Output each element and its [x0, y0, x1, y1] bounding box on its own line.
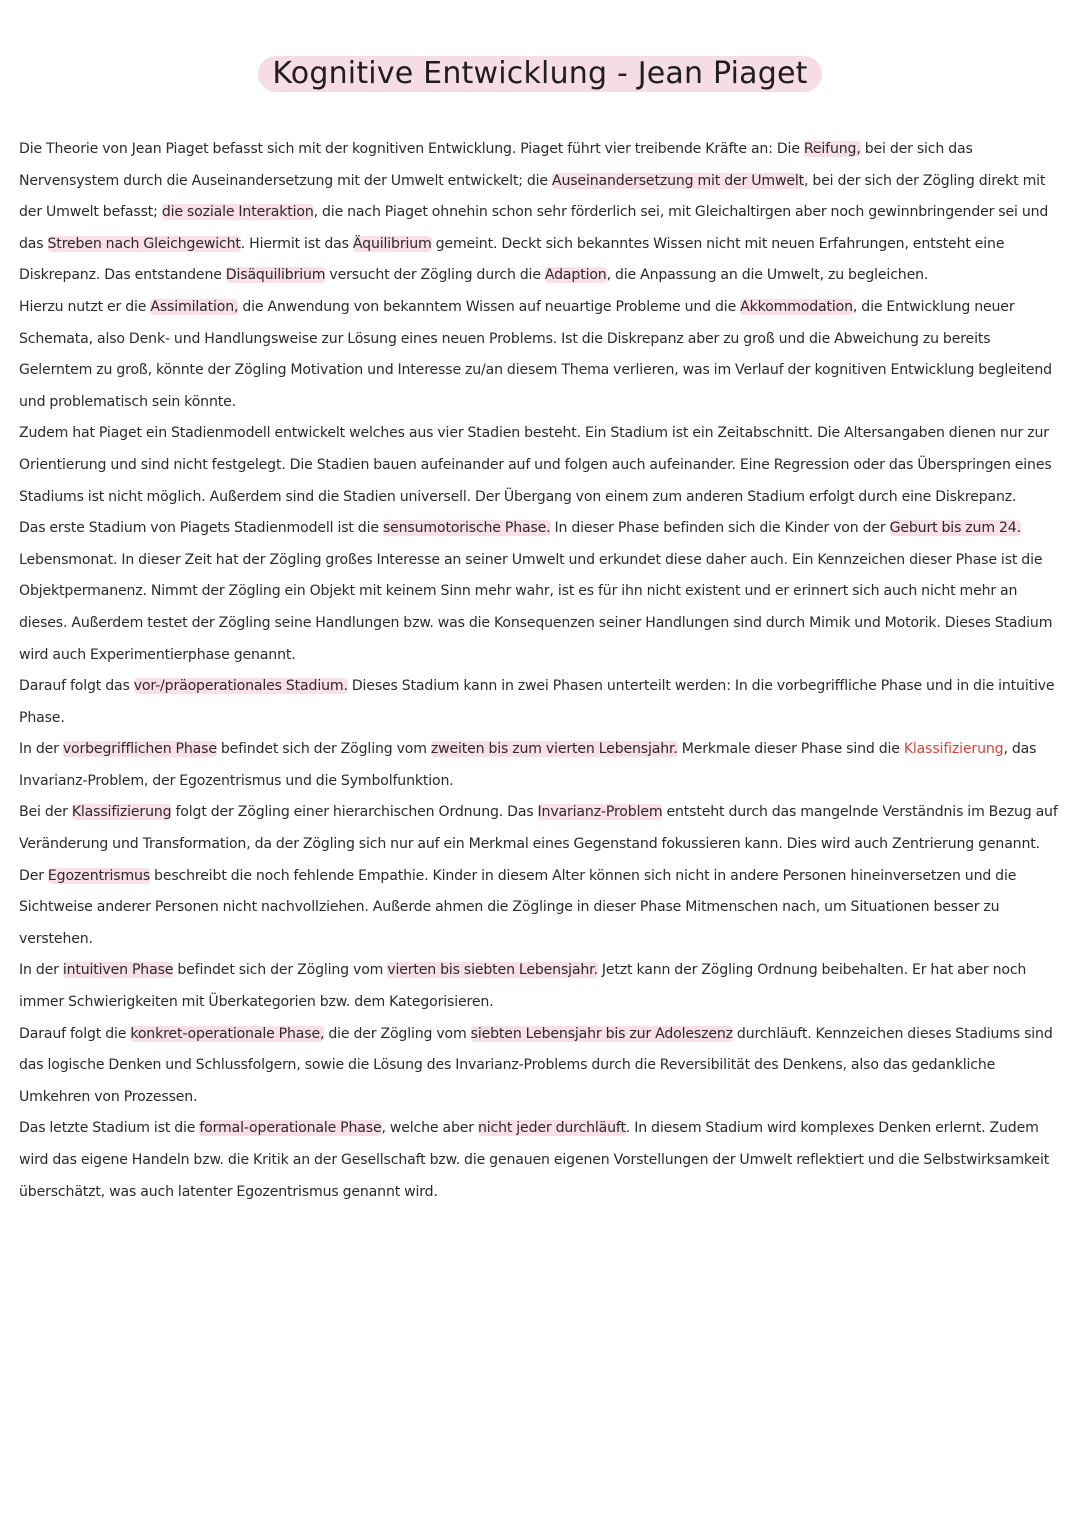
highlighted-term: siebten Lebensjahr bis zur Adoleszenz	[470, 1025, 733, 1042]
highlighted-term: nicht jeder durchläuft	[477, 1120, 626, 1137]
text-run: versucht der Zögling durch die	[325, 267, 545, 284]
paragraph	[19, 797, 1067, 955]
text-run: Die Theorie von Jean Piaget befasst sich mit der kognitiven Entwicklung. Piaget führt vier treibende Kräfte an: Die	[19, 141, 804, 157]
text-run: beschreibt die noch fehlende Empathie. Kinder in diesem Alter können sich nicht in andere Personen hineinversetzen und die Sichtweise anderer Personen nicht nachvollziehen. Außerde ahmen die Zöglinge in dieser Phase Mitmenschen nach, um Situationen besser zu verstehen.	[19, 867, 1017, 947]
highlighted-term: konkret-operationale Phase,	[130, 1025, 325, 1042]
paragraph	[19, 955, 1067, 1018]
highlighted-term: die soziale Interaktion	[161, 204, 314, 221]
text-run: , welche aber	[381, 1120, 478, 1137]
text-run: Zudem hat Piaget ein Stadienmodell entwickelt welches aus vier Stadien besteht. Ein Stadium ist ein Zeitabschnitt. Die Altersangaben dienen nur zur Orientierung und sind nicht festgelegt. Die Stadien bauen aufeinander auf und folgen auch aufeinander. Eine Regression oder das Überspringen eines Stadiums ist nicht möglich. Außerdem sind die Stadien universell. Der Übergang von einem zum anderen Stadium erfolgt durch eine Diskrepanz.	[19, 425, 1052, 505]
text-run: , die Anpassung an die Umwelt, zu begleichen.	[606, 267, 929, 284]
highlighted-term: vorbegrifflichen Phase	[62, 741, 217, 758]
text-run: gemeint. Deckt sich bekanntes Wissen nicht mit neuen Erfahrungen, entsteht eine Diskrepanz. Das entstandene	[19, 235, 1005, 284]
paragraph	[19, 671, 1067, 734]
text-run: Hierzu nutzt er die	[19, 298, 151, 315]
text-run: befindet sich der Zögling vom	[216, 741, 431, 758]
text-run: befindet sich der Zögling vom	[173, 962, 388, 979]
title-container	[0, 56, 1080, 92]
text-run: Lebensmonat. In dieser Zeit hat der Zögling großes Interesse an seiner Umwelt und erkundet diese daher auch. Ein Kennzeichen dieser Phase ist die Objektpermanenz. Nimmt der Zögling ein Objekt mit keinem Sinn mehr wahr, ist es für ihn nicht existent und er erinnert sich auch nicht mehr an dieses. Außerdem testet der Zögling seine Handlungen bzw. was die Konsequenzen seiner Handlungen sind durch Mimik und Motorik. Dieses Stadium wird auch Experimentierphase genannt.	[19, 551, 1053, 663]
highlighted-term: Reifung,	[803, 141, 861, 157]
highlighted-term: Klassifizierung	[71, 804, 172, 821]
text-run: die Anwendung von bekanntem Wissen auf neuartige Probleme und die	[238, 298, 741, 315]
text-run: Das erste Stadium von Piagets Stadienmodell ist die	[19, 520, 383, 537]
paragraph	[19, 734, 1067, 797]
text-run: . In diesem Stadium wird komplexes Denken erlernt. Zudem wird das eigene Handeln bzw. die Kritik an der Gesellschaft bzw. die genauen eigenen Vorstellungen der Umwelt reflektiert und die Selbstwirksamkeit überschätzt, was auch latenter Egozentrismus genannt wird.	[19, 1120, 1050, 1200]
highlighted-term: zweiten bis zum vierten Lebensjahr.	[430, 741, 678, 758]
highlighted-term: Akkommodation	[740, 298, 853, 315]
document-body	[19, 134, 1067, 1208]
paragraph	[19, 1113, 1067, 1208]
text-run: Jetzt kann der Zögling Ordnung beibehalten. Er hat aber noch immer Schwierigkeiten mit Überkategorien bzw. dem Kategorisieren.	[19, 962, 1027, 1011]
text-run: Merkmale dieser Phase sind die	[677, 741, 904, 758]
highlighted-term: vierten bis siebten Lebensjahr.	[387, 962, 598, 979]
highlighted-term: vor-/präoperationales Stadium.	[133, 678, 348, 695]
text-run: Darauf folgt die	[19, 1025, 131, 1042]
text-run: In dieser Phase befinden sich die Kinder von der	[550, 520, 890, 537]
highlighted-term: Disäquilibrium	[225, 267, 326, 284]
highlighted-term: Äquilibrium	[352, 235, 432, 252]
highlighted-term: Egozentrismus	[47, 867, 151, 884]
text-run: , die Entwicklung neuer Schemata, also Denk- und Handlungsweise zur Lösung eines neuen Problems. Ist die Diskrepanz aber zu groß und die Abweichung zu bereits Gelerntem zu groß, könnte der Zögling Motivation und Interesse zu/an diesem Thema verlieren, was im Verlauf der kognitiven Entwicklung begleitend und problematisch sein könnte.	[19, 298, 1052, 410]
red-term: Klassifizierung	[903, 741, 1004, 758]
text-run: Bei der	[19, 804, 72, 821]
highlighted-term: Streben nach Gleichgewicht	[47, 235, 241, 252]
highlighted-term: formal-operationale Phase	[199, 1120, 382, 1137]
paragraph	[19, 418, 1067, 513]
text-run: . Hiermit ist das	[240, 235, 353, 252]
text-run: bei der sich das Nervensystem durch die Auseinandersetzung mit der Umwelt entwickelt; die	[19, 141, 973, 189]
highlighted-term: Geburt bis zum 24.	[889, 520, 1021, 537]
text-run: die der Zögling vom	[324, 1025, 471, 1042]
highlighted-term: Assimilation,	[150, 298, 239, 315]
highlighted-term: Auseinandersetzung mit der Umwelt	[551, 172, 804, 189]
text-run: durchläuft. Kennzeichen dieses Stadiums sind das logische Denken und Schlussfolgern, sowie die Lösung des Invarianz-Problems durch die Reversibilität des Denkens, also das gedankliche Umkehren von Prozessen.	[19, 1025, 1053, 1105]
paragraph	[19, 134, 1067, 292]
text-run: Darauf folgt das	[19, 678, 134, 695]
paragraph	[19, 1019, 1067, 1114]
highlighted-term: Adaption	[544, 267, 607, 284]
text-run: Das letzte Stadium ist die	[19, 1120, 200, 1137]
text-run: , die nach Piaget ohnehin schon sehr förderlich sei, mit Gleichaltirgen aber noch gewinnbringender sei und das	[19, 204, 1049, 252]
highlighted-term: Invarianz-Problem	[537, 804, 663, 821]
text-run: folgt der Zögling einer hierarchischen Ordnung. Das	[171, 804, 538, 821]
text-run: In der	[19, 962, 63, 979]
highlighted-term: sensumotorische Phase.	[382, 520, 551, 537]
page-title: Kognitive Entwicklung - Jean Piaget	[258, 56, 821, 92]
paragraph	[19, 513, 1067, 671]
highlighted-term: intuitiven Phase	[62, 962, 174, 979]
text-run: , das Invarianz-Problem, der Egozentrismus und die Symbolfunktion.	[19, 741, 1037, 789]
paragraph	[19, 292, 1067, 418]
text-run: In der	[19, 741, 63, 758]
text-run: entsteht durch das mangelnde Verständnis im Bezug auf Veränderung und Transformation, da der Zögling sich nur auf ein Merkmal eines Gegenstand fokussieren kann. Dies wird auch Zentrierung genannt. Der	[19, 804, 1058, 884]
text-run: , bei der sich der Zögling direkt mit der Umwelt befasst;	[19, 172, 1046, 221]
text-run: Dieses Stadium kann in zwei Phasen unterteilt werden: In die vorbegriffliche Phase und in die intuitive Phase.	[19, 678, 1055, 726]
